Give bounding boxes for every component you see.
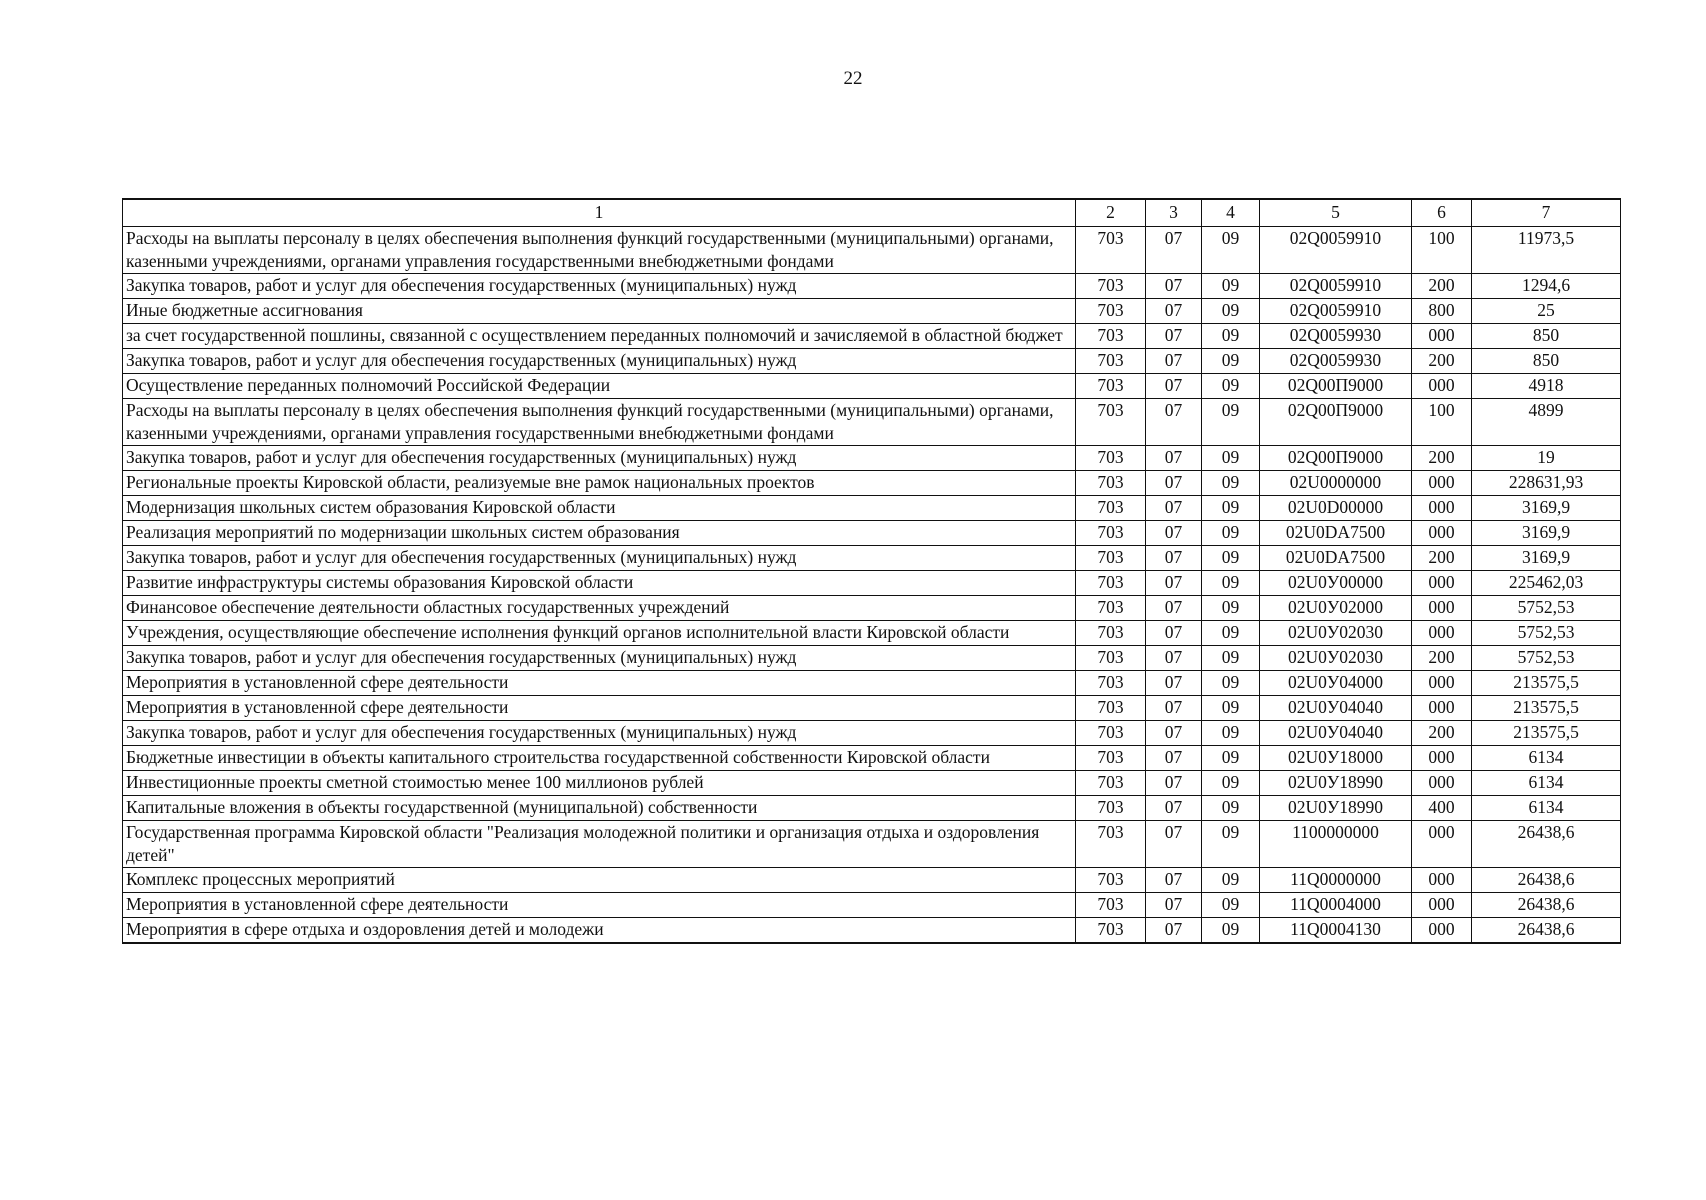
expense-type-cell: 000 [1412, 374, 1472, 399]
amount-cell: 26438,6 [1472, 868, 1621, 893]
target-article-cell: 02U0У04000 [1260, 671, 1412, 696]
target-article-cell: 02U0У02030 [1260, 621, 1412, 646]
target-article-cell: 02U0У00000 [1260, 571, 1412, 596]
table-row [123, 596, 1621, 621]
expense-type-cell: 400 [1412, 796, 1472, 821]
section-cell: 07 [1146, 349, 1202, 374]
name-cell: Реализация мероприятий по модернизации школьных систем образования [123, 521, 1076, 546]
header-row [123, 199, 1621, 227]
table-row [123, 796, 1621, 821]
target-article-cell: 02Q0059930 [1260, 324, 1412, 349]
expense-type-cell: 000 [1412, 918, 1472, 944]
target-article-cell: 02U0D00000 [1260, 496, 1412, 521]
ministry-cell: 703 [1076, 746, 1146, 771]
table-row [123, 671, 1621, 696]
target-article-cell: 02U0У04040 [1260, 696, 1412, 721]
subsection-cell: 09 [1202, 893, 1260, 918]
name-cell: Бюджетные инвестиции в объекты капитального строительства государственной собственности Кировской области [123, 746, 1076, 771]
section-cell: 07 [1146, 918, 1202, 944]
expense-type-cell: 200 [1412, 546, 1472, 571]
table-row [123, 227, 1621, 274]
ministry-cell: 703 [1076, 349, 1146, 374]
col-header-1: 1 [123, 199, 1076, 227]
table-row [123, 721, 1621, 746]
table-row [123, 918, 1621, 944]
subsection-cell: 09 [1202, 596, 1260, 621]
name-cell: Закупка товаров, работ и услуг для обеспечения государственных (муниципальных) нужд [123, 446, 1076, 471]
target-article-cell: 11Q0000000 [1260, 868, 1412, 893]
section-cell: 07 [1146, 746, 1202, 771]
name-cell: Развитие инфраструктуры системы образования Кировской области [123, 571, 1076, 596]
expense-type-cell: 000 [1412, 596, 1472, 621]
amount-cell: 25 [1472, 299, 1621, 324]
amount-cell: 213575,5 [1472, 696, 1621, 721]
expense-type-cell: 200 [1412, 721, 1472, 746]
name-cell: Закупка товаров, работ и услуг для обеспечения государственных (муниципальных) нужд [123, 274, 1076, 299]
expense-type-cell: 000 [1412, 471, 1472, 496]
ministry-cell: 703 [1076, 299, 1146, 324]
target-article-cell: 02U0У02030 [1260, 646, 1412, 671]
subsection-cell: 09 [1202, 471, 1260, 496]
ministry-cell: 703 [1076, 596, 1146, 621]
table-row [123, 496, 1621, 521]
amount-cell: 3169,9 [1472, 521, 1621, 546]
expense-type-cell: 200 [1412, 446, 1472, 471]
name-cell: Комплекс процессных мероприятий [123, 868, 1076, 893]
subsection-cell: 09 [1202, 868, 1260, 893]
subsection-cell: 09 [1202, 821, 1260, 868]
expense-type-cell: 000 [1412, 746, 1472, 771]
budget-table [122, 198, 1621, 944]
amount-cell: 26438,6 [1472, 821, 1621, 868]
table-row [123, 471, 1621, 496]
subsection-cell: 09 [1202, 546, 1260, 571]
section-cell: 07 [1146, 646, 1202, 671]
amount-cell: 5752,53 [1472, 646, 1621, 671]
expense-type-cell: 000 [1412, 868, 1472, 893]
col-header-3: 3 [1146, 199, 1202, 227]
target-article-cell: 02Q00П9000 [1260, 399, 1412, 446]
expense-type-cell: 000 [1412, 324, 1472, 349]
ministry-cell: 703 [1076, 721, 1146, 746]
name-cell: Закупка товаров, работ и услуг для обеспечения государственных (муниципальных) нужд [123, 546, 1076, 571]
expense-type-cell: 000 [1412, 521, 1472, 546]
subsection-cell: 09 [1202, 521, 1260, 546]
target-article-cell: 02U0У18990 [1260, 771, 1412, 796]
subsection-cell: 09 [1202, 571, 1260, 596]
name-cell: Модернизация школьных систем образования Кировской области [123, 496, 1076, 521]
expense-type-cell: 000 [1412, 696, 1472, 721]
section-cell: 07 [1146, 868, 1202, 893]
target-article-cell: 1100000000 [1260, 821, 1412, 868]
subsection-cell: 09 [1202, 746, 1260, 771]
amount-cell: 6134 [1472, 771, 1621, 796]
expense-type-cell: 100 [1412, 399, 1472, 446]
table-row [123, 374, 1621, 399]
name-cell: Капитальные вложения в объекты государственной (муниципальной) собственности [123, 796, 1076, 821]
section-cell: 07 [1146, 571, 1202, 596]
amount-cell: 6134 [1472, 796, 1621, 821]
name-cell: Государственная программа Кировской области "Реализация молодежной политики и организация отдыха и оздоровления детей" [123, 821, 1076, 868]
section-cell: 07 [1146, 546, 1202, 571]
section-cell: 07 [1146, 621, 1202, 646]
subsection-cell: 09 [1202, 771, 1260, 796]
table-row [123, 746, 1621, 771]
section-cell: 07 [1146, 274, 1202, 299]
col-header-4: 4 [1202, 199, 1260, 227]
section-cell: 07 [1146, 771, 1202, 796]
target-article-cell: 02U0У02000 [1260, 596, 1412, 621]
target-article-cell: 02Q0059910 [1260, 274, 1412, 299]
subsection-cell: 09 [1202, 621, 1260, 646]
name-cell: Инвестиционные проекты сметной стоимостью менее 100 миллионов рублей [123, 771, 1076, 796]
expense-type-cell: 000 [1412, 821, 1472, 868]
table-row [123, 521, 1621, 546]
page-number: 22 [843, 68, 863, 89]
ministry-cell: 703 [1076, 571, 1146, 596]
amount-cell: 228631,93 [1472, 471, 1621, 496]
amount-cell: 11973,5 [1472, 227, 1621, 274]
amount-cell: 213575,5 [1472, 721, 1621, 746]
section-cell: 07 [1146, 721, 1202, 746]
target-article-cell: 02Q0059930 [1260, 349, 1412, 374]
target-article-cell: 02U0У18000 [1260, 746, 1412, 771]
col-header-7: 7 [1472, 199, 1621, 227]
ministry-cell: 703 [1076, 324, 1146, 349]
expense-type-cell: 000 [1412, 893, 1472, 918]
ministry-cell: 703 [1076, 771, 1146, 796]
target-article-cell: 02Q00П9000 [1260, 374, 1412, 399]
section-cell: 07 [1146, 374, 1202, 399]
section-cell: 07 [1146, 796, 1202, 821]
expense-type-cell: 200 [1412, 349, 1472, 374]
section-cell: 07 [1146, 893, 1202, 918]
subsection-cell: 09 [1202, 324, 1260, 349]
subsection-cell: 09 [1202, 446, 1260, 471]
section-cell: 07 [1146, 399, 1202, 446]
section-cell: 07 [1146, 696, 1202, 721]
target-article-cell: 02U0У04040 [1260, 721, 1412, 746]
table-row [123, 696, 1621, 721]
section-cell: 07 [1146, 299, 1202, 324]
name-cell: Осуществление переданных полномочий Российской Федерации [123, 374, 1076, 399]
amount-cell: 19 [1472, 446, 1621, 471]
subsection-cell: 09 [1202, 227, 1260, 274]
expense-type-cell: 100 [1412, 227, 1472, 274]
target-article-cell: 02U0У18990 [1260, 796, 1412, 821]
name-cell: Мероприятия в установленной сфере деятельности [123, 893, 1076, 918]
target-article-cell: 02Q0059910 [1260, 299, 1412, 324]
expense-type-cell: 000 [1412, 771, 1472, 796]
name-cell: за счет государственной пошлины, связанной с осуществлением переданных полномочий и зачисляемой в областной бюджет [123, 324, 1076, 349]
expense-type-cell: 200 [1412, 646, 1472, 671]
name-cell: Закупка товаров, работ и услуг для обеспечения государственных (муниципальных) нужд [123, 721, 1076, 746]
subsection-cell: 09 [1202, 374, 1260, 399]
name-cell: Закупка товаров, работ и услуг для обеспечения государственных (муниципальных) нужд [123, 646, 1076, 671]
section-cell: 07 [1146, 521, 1202, 546]
target-article-cell: 11Q0004130 [1260, 918, 1412, 944]
subsection-cell: 09 [1202, 646, 1260, 671]
ministry-cell: 703 [1076, 496, 1146, 521]
amount-cell: 4918 [1472, 374, 1621, 399]
ministry-cell: 703 [1076, 796, 1146, 821]
amount-cell: 4899 [1472, 399, 1621, 446]
ministry-cell: 703 [1076, 227, 1146, 274]
amount-cell: 850 [1472, 349, 1621, 374]
target-article-cell: 02Q00П9000 [1260, 446, 1412, 471]
target-article-cell: 02U0DA7500 [1260, 546, 1412, 571]
ministry-cell: 703 [1076, 399, 1146, 446]
name-cell: Мероприятия в установленной сфере деятельности [123, 696, 1076, 721]
table-row [123, 771, 1621, 796]
table-row [123, 646, 1621, 671]
target-article-cell: 11Q0004000 [1260, 893, 1412, 918]
name-cell: Финансовое обеспечение деятельности областных государственных учреждений [123, 596, 1076, 621]
subsection-cell: 09 [1202, 721, 1260, 746]
ministry-cell: 703 [1076, 546, 1146, 571]
ministry-cell: 703 [1076, 446, 1146, 471]
name-cell: Иные бюджетные ассигнования [123, 299, 1076, 324]
ministry-cell: 703 [1076, 521, 1146, 546]
amount-cell: 225462,03 [1472, 571, 1621, 596]
ministry-cell: 703 [1076, 646, 1146, 671]
ministry-cell: 703 [1076, 821, 1146, 868]
ministry-cell: 703 [1076, 671, 1146, 696]
target-article-cell: 02U0DA7500 [1260, 521, 1412, 546]
name-cell: Мероприятия в сфере отдыха и оздоровления детей и молодежи [123, 918, 1076, 944]
table-row [123, 299, 1621, 324]
ministry-cell: 703 [1076, 696, 1146, 721]
subsection-cell: 09 [1202, 299, 1260, 324]
name-cell: Расходы на выплаты персоналу в целях обеспечения выполнения функций государственными (муниципальными) органами, казенными учреждениями, органами управления государственными внебюджетными фондами [123, 399, 1076, 446]
name-cell: Расходы на выплаты персоналу в целях обеспечения выполнения функций государственными (муниципальными) органами, казенными учреждениями, органами управления государственными внебюджетными фондами [123, 227, 1076, 274]
table-row [123, 546, 1621, 571]
table-body [123, 227, 1621, 944]
section-cell: 07 [1146, 324, 1202, 349]
amount-cell: 26438,6 [1472, 893, 1621, 918]
table-row [123, 571, 1621, 596]
expense-type-cell: 000 [1412, 496, 1472, 521]
amount-cell: 850 [1472, 324, 1621, 349]
ministry-cell: 703 [1076, 471, 1146, 496]
amount-cell: 26438,6 [1472, 918, 1621, 944]
amount-cell: 5752,53 [1472, 596, 1621, 621]
ministry-cell: 703 [1076, 621, 1146, 646]
table-row [123, 399, 1621, 446]
amount-cell: 3169,9 [1472, 546, 1621, 571]
section-cell: 07 [1146, 471, 1202, 496]
name-cell: Закупка товаров, работ и услуг для обеспечения государственных (муниципальных) нужд [123, 349, 1076, 374]
table-row [123, 349, 1621, 374]
expense-type-cell: 200 [1412, 274, 1472, 299]
section-cell: 07 [1146, 496, 1202, 521]
section-cell: 07 [1146, 596, 1202, 621]
section-cell: 07 [1146, 446, 1202, 471]
table-row [123, 821, 1621, 868]
table-row [123, 446, 1621, 471]
ministry-cell: 703 [1076, 374, 1146, 399]
section-cell: 07 [1146, 227, 1202, 274]
expense-type-cell: 000 [1412, 671, 1472, 696]
subsection-cell: 09 [1202, 496, 1260, 521]
table-header [123, 199, 1621, 227]
subsection-cell: 09 [1202, 671, 1260, 696]
ministry-cell: 703 [1076, 893, 1146, 918]
col-header-5: 5 [1260, 199, 1412, 227]
table-row [123, 274, 1621, 299]
table-row [123, 893, 1621, 918]
amount-cell: 6134 [1472, 746, 1621, 771]
table-row [123, 621, 1621, 646]
ministry-cell: 703 [1076, 868, 1146, 893]
subsection-cell: 09 [1202, 349, 1260, 374]
target-article-cell: 02U0000000 [1260, 471, 1412, 496]
ministry-cell: 703 [1076, 918, 1146, 944]
subsection-cell: 09 [1202, 399, 1260, 446]
subsection-cell: 09 [1202, 918, 1260, 944]
section-cell: 07 [1146, 821, 1202, 868]
subsection-cell: 09 [1202, 796, 1260, 821]
ministry-cell: 703 [1076, 274, 1146, 299]
amount-cell: 5752,53 [1472, 621, 1621, 646]
name-cell: Региональные проекты Кировской области, реализуемые вне рамок национальных проектов [123, 471, 1076, 496]
table-row [123, 868, 1621, 893]
expense-type-cell: 000 [1412, 621, 1472, 646]
col-header-2: 2 [1076, 199, 1146, 227]
amount-cell: 3169,9 [1472, 496, 1621, 521]
col-header-6: 6 [1412, 199, 1472, 227]
subsection-cell: 09 [1202, 274, 1260, 299]
section-cell: 07 [1146, 671, 1202, 696]
table-row [123, 324, 1621, 349]
name-cell: Учреждения, осуществляющие обеспечение исполнения функций органов исполнительной власти Кировской области [123, 621, 1076, 646]
expense-type-cell: 800 [1412, 299, 1472, 324]
expense-type-cell: 000 [1412, 571, 1472, 596]
name-cell: Мероприятия в установленной сфере деятельности [123, 671, 1076, 696]
amount-cell: 213575,5 [1472, 671, 1621, 696]
amount-cell: 1294,6 [1472, 274, 1621, 299]
subsection-cell: 09 [1202, 696, 1260, 721]
target-article-cell: 02Q0059910 [1260, 227, 1412, 274]
